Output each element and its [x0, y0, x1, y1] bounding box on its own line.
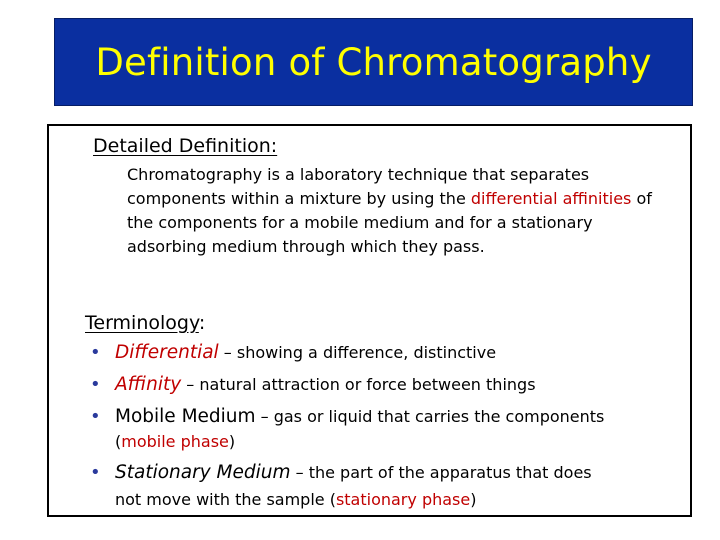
slide-title: Definition of Chromatography — [95, 41, 652, 84]
term-description: – the part of the apparatus that does — [290, 463, 592, 482]
terminology-heading — [85, 311, 205, 335]
term-note-close: ) — [470, 490, 477, 509]
bullet-icon: • — [90, 374, 101, 395]
term-note — [115, 490, 476, 509]
bullet-icon: • — [90, 342, 101, 363]
term-description: – gas or liquid that carries the components — [255, 407, 605, 426]
definition-text-start: Chromatography is a laboratory technique that separates components within a mixture by using the — [127, 165, 590, 208]
term-affinity: Affinity — [115, 374, 182, 395]
term-note — [115, 432, 235, 451]
term-note-highlight: stationary phase — [335, 490, 471, 509]
term-mobile-medium: Mobile Medium — [115, 406, 256, 427]
bullet-icon: • — [90, 406, 101, 427]
definition-text-end: of the components for a mobile medium and for a stationary adsorbing medium through which they pass. — [127, 189, 652, 256]
term-note-open: ( — [115, 432, 122, 451]
terminology-heading-colon: : — [198, 312, 206, 334]
term-description: – natural attraction or force between things — [181, 375, 536, 394]
term-note-close: ) — [228, 432, 236, 451]
detailed-definition-heading: Detailed Definition: — [93, 135, 278, 157]
terminology-heading-label: Terminology — [85, 312, 199, 334]
bullet-icon: • — [90, 462, 101, 483]
definition-paragraph — [127, 163, 667, 259]
term-stationary-medium: Stationary Medium — [115, 462, 291, 483]
term-note-highlight: mobile phase — [121, 432, 229, 451]
title-banner — [54, 18, 693, 106]
term-description: – showing a difference, distinctive — [218, 343, 497, 362]
term-note-open: not move with the sample ( — [115, 490, 336, 509]
definition-highlight: differential affinities — [470, 189, 632, 208]
term-differential: Differential — [115, 342, 219, 363]
